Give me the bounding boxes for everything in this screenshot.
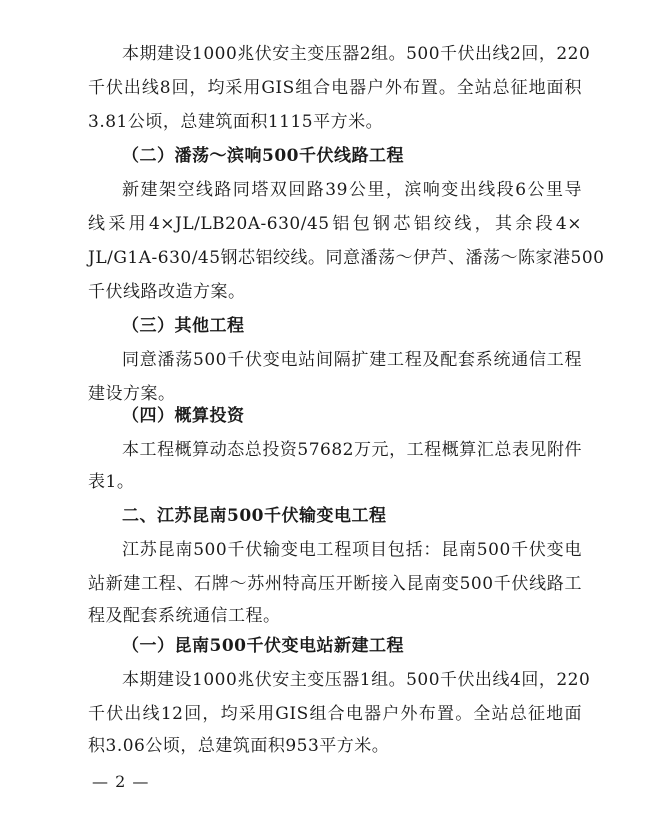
paragraph-line: 千伏线路改造方案。 [88, 282, 246, 302]
paragraph-line: 程及配套系统通信工程。 [88, 606, 281, 626]
section-heading: 二、江苏昆南500千伏输变电工程 [122, 506, 387, 526]
paragraph-line: 线采用4×JL/LB20A-630/45铝包钢芯铝绞线，其余段4× [88, 214, 582, 234]
paragraph-line: 3.81公顷，总建筑面积1115平方米。 [88, 112, 384, 132]
paragraph-line: JL/G1A-630/45钢芯铝绞线。同意潘荡～伊芦、潘荡～陈家港500 [88, 248, 605, 268]
paragraph-line: 积3.06公顷，总建筑面积953平方米。 [88, 736, 390, 756]
paragraph-line: 新建架空线路同塔双回路39公里，滨响变出线段6公里导 [122, 180, 582, 200]
paragraph-line: 江苏昆南500千伏输变电工程项目包括：昆南500千伏变电 [122, 540, 582, 560]
paragraph-line: 同意潘荡500千伏变电站间隔扩建工程及配套系统通信工程 [122, 350, 582, 370]
subsection-heading: （四）概算投资 [122, 406, 245, 426]
paragraph-line: 站新建工程、石牌～苏州特高压开断接入昆南变500千伏线路工 [88, 574, 582, 594]
paragraph-line: 千伏出线12回，均采用GIS组合电器户外布置。全站总征地面 [88, 704, 582, 724]
paragraph-line: 千伏出线8回，均采用GIS组合电器户外布置。全站总征地面积 [88, 78, 582, 98]
subsection-heading: （一）昆南500千伏变电站新建工程 [122, 636, 404, 656]
paragraph-line: 表1。 [88, 472, 135, 492]
paragraph-line: 本工程概算动态总投资57682万元，工程概算汇总表见附件 [122, 440, 582, 460]
paragraph-line: 本期建设1000兆伏安主变压器2组。500千伏出线2回，220 [122, 44, 591, 64]
subsection-heading: （二）潘荡～滨响500千伏线路工程 [122, 146, 404, 166]
paragraph-line: 建设方案。 [88, 384, 176, 404]
subsection-heading: （三）其他工程 [122, 316, 245, 336]
page-number: — 2 — [92, 772, 150, 791]
paragraph-line: 本期建设1000兆伏安主变压器1组。500千伏出线4回，220 [122, 670, 591, 690]
